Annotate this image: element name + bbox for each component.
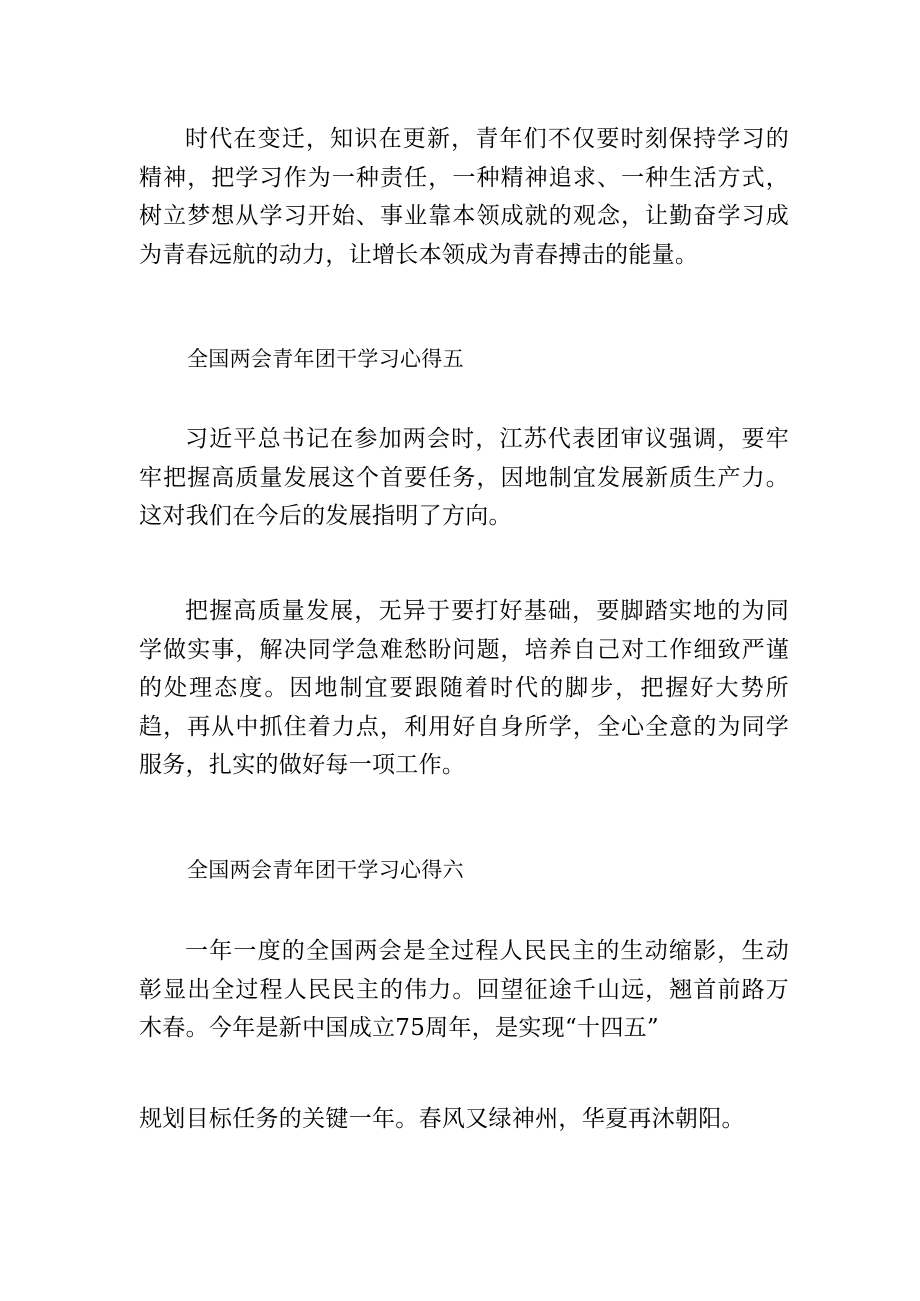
section-heading-six: 全国两会青年团干学习心得六 (187, 858, 464, 882)
paragraph-two-sessions: 一年一度的全国两会是全过程人民民主的生动缩影，生动彰显出全过程人民民主的伟力。回望征途千山远，翘首前路万木春。今年是新中国成立75周年，是实现“十四五” (139, 938, 789, 1041)
paragraph-key-year: 规划目标任务的关键一年。春风又绿神州，华夏再沐朝阳。 (139, 1106, 745, 1132)
paragraph-study-spirit: 时代在变迁，知识在更新，青年们不仅要时刻保持学习的精神，把学习作为一种责任，一种精神追求、一种生活方式，树立梦想从学习开始、事业靠本领成就的观念，让勤奋学习成为青春远航的动力，让增长本领成为青春搏击的能量。 (139, 126, 789, 268)
section-heading-five: 全国两会青年团干学习心得五 (187, 347, 464, 371)
paragraph-high-quality-development: 习近平总书记在参加两会时，江苏代表团审议强调，要牢牢把握高质量发展这个首要任务，因地制宜发展新质生产力。这对我们在今后的发展指明了方向。 (139, 426, 789, 529)
paragraph-serve-classmates: 把握高质量发展，无异于要打好基础，要脚踏实地的为同学做实事，解决同学急难愁盼问题，培养自己对工作细致严谨的处理态度。因地制宜要跟随着时代的脚步，把握好大势所趋，再从中抓住着力点，利用好自身所学，全心全意的为同学服务，扎实的做好每一项工作。 (139, 598, 789, 778)
